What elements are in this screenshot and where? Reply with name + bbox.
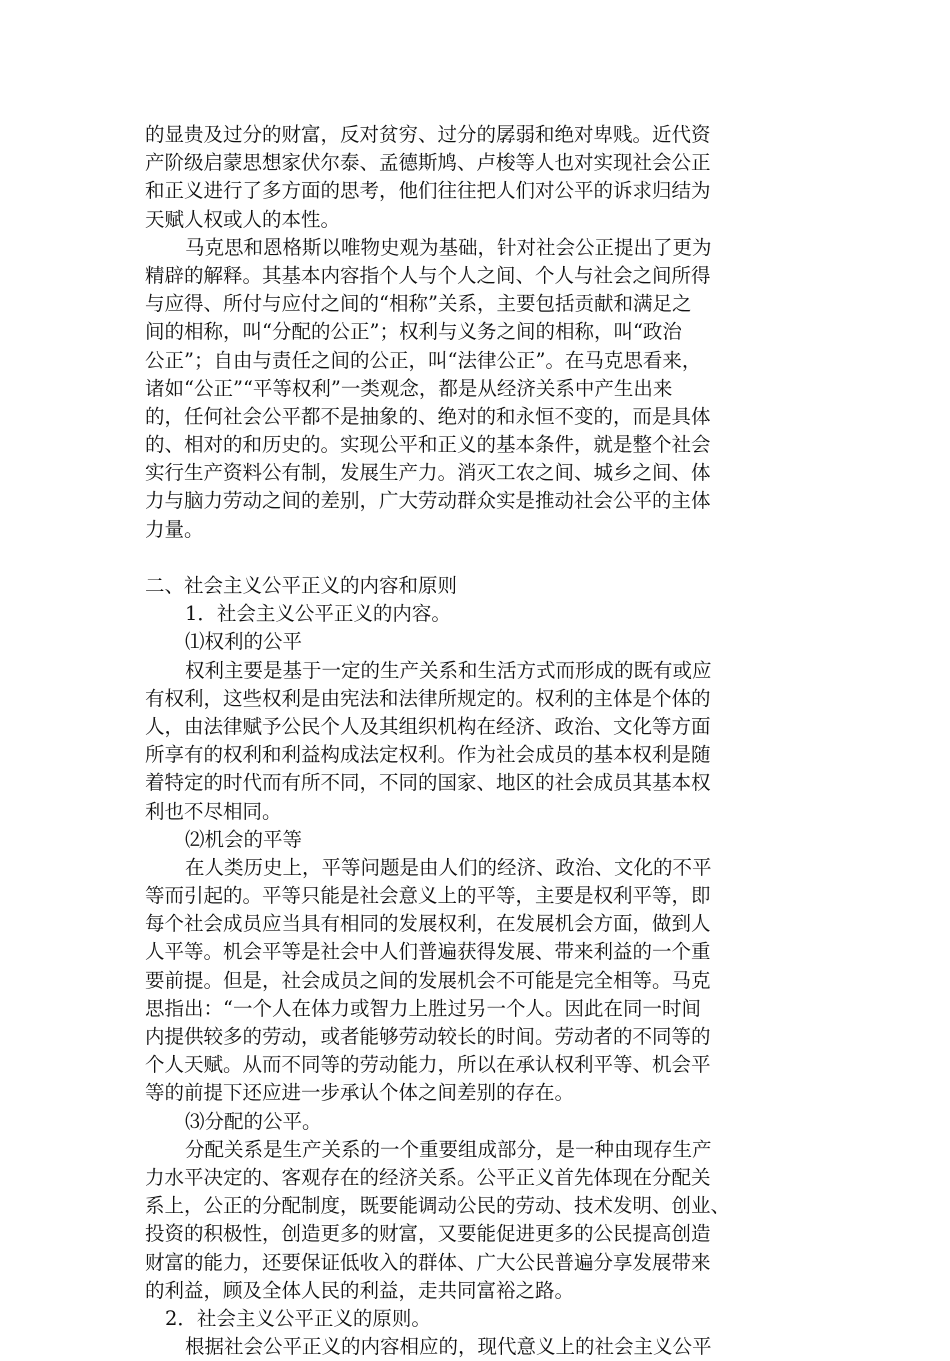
text-line: 利也不尽相同。 (145, 799, 282, 823)
text-line: 着特定的时代而有所不同，不同的国家、地区的社会成员其基本权 (145, 771, 711, 795)
text-line: 间的相称，叫“分配的公正”；权利与义务之间的相称，叫“政治 (145, 320, 682, 344)
text-line: 分配关系是生产关系的一个重要组成部分，是一种由现存生产 (185, 1137, 712, 1161)
text-line: 的、相对的和历史的。实现公平和正义的基本条件，就是整个社会 (145, 433, 711, 457)
blank-line (145, 544, 825, 572)
text-line: 精辟的解释。其基本内容指个人与个人之间、个人与社会之间所得 (145, 263, 711, 287)
paragraph-marx-engels (145, 234, 825, 544)
text-line: 有权利，这些权利是由宪法和法律所规定的。权利的主体是个体的 (145, 686, 711, 710)
text-line: 根据社会公平正义的内容相应的，现代意义上的社会主义公平 (185, 1335, 712, 1359)
text-line: 的显贵及过分的财富，反对贫穷、过分的孱弱和绝对卑贱。近代资 (145, 123, 711, 146)
subsection-heading: 1．社会主义公平正义的内容。 (185, 602, 451, 626)
text-line: 和正义进行了多方面的思考，他们往往把人们对公平的诉求归结为 (145, 179, 711, 203)
paragraph-distribution (145, 1136, 825, 1305)
text-line: 产阶级启蒙思想家伏尔泰、孟德斯鸠、卢梭等人也对实现社会公正 (145, 151, 711, 175)
text-line: 力与脑力劳动之间的差别，广大劳动群众实是推动社会公平的主体 (145, 489, 711, 513)
text-line: 的利益，顾及全体人民的利益，走共同富裕之路。 (145, 1278, 575, 1302)
text-line: 诸如“公正”“平等权利”一类观念，都是从经济关系中产生出来 (145, 376, 673, 400)
item-heading: ⑵机会的平等 (185, 827, 303, 851)
subsection-heading: 2．社会主义公平正义的原则。 (165, 1306, 431, 1330)
text-line: 思指出：“一个人在体力或智力上胜过另一个人。因此在同一时间 (145, 996, 701, 1020)
paragraph-rights (145, 657, 825, 826)
text-line: 公正”；自由与责任之间的公正，叫“法律公正”。在马克思看来， (145, 348, 702, 372)
text-line: 等而引起的。平等只能是社会意义上的平等，主要是权利平等，即 (145, 884, 711, 908)
text-line: 实行生产资料公有制，发展生产力。消灭工农之间、城乡之间、体 (145, 461, 711, 485)
item-heading: ⑶分配的公平。 (185, 1109, 322, 1133)
text-line: 等的前提下还应进一步承认个体之间差别的存在。 (145, 1081, 575, 1105)
text-line: 力量。 (145, 517, 204, 541)
text-line: 内提供较多的劳动，或者能够劳动较长的时间。劳动者的不同等的 (145, 1025, 711, 1048)
text-line: 系上，公正的分配制度，既要能调动公民的劳动、技术发明、创业、 (145, 1194, 731, 1218)
paragraph-opportunity (145, 854, 825, 1108)
text-line: 人平等。机会平等是社会中人们普遍获得发展、带来利益的一个重 (145, 940, 711, 964)
text-line: 个人天赋。从而不同等的劳动能力，所以在承认权利平等、机会平 (145, 1053, 711, 1077)
text-line: 的，任何社会公平都不是抽象的、绝对的和永恒不变的，而是具体 (145, 404, 711, 428)
text-line: 财富的能力，还要保证低收入的群体、广大公民普遍分享发展带来 (145, 1250, 711, 1274)
section-heading: 二、社会主义公平正义的内容和原则 (145, 574, 458, 597)
paragraph-continuation (145, 121, 825, 234)
text-line: 要前提。但是，社会成员之间的发展机会不可能是完全相等。马克 (145, 968, 711, 992)
text-line: 天赋人权或人的本性。 (145, 207, 341, 231)
item-heading: ⑴权利的公平 (185, 630, 303, 654)
text-line: 与应得、所付与应付之间的“相称”关系，主要包括贡献和满足之 (145, 292, 692, 316)
text-line: 投资的积极性，创造更多的财富，又要能促进更多的公民提高创造 (145, 1222, 711, 1246)
text-line: 力水平决定的、客观存在的经济关系。公平正义首先体现在分配关 (145, 1165, 711, 1189)
text-line: 在人类历史上，平等问题是由人们的经济、政治、文化的不平 (185, 855, 712, 879)
text-line: 所享有的权利和利益构成法定权利。作为社会成员的基本权利是随 (145, 743, 711, 767)
document-body (145, 121, 825, 1361)
text-line: 权利主要是基于一定的生产关系和生活方式而形成的既有或应 (185, 658, 712, 682)
text-line: 每个社会成员应当具有相同的发展权利，在发展机会方面，做到人 (145, 912, 711, 936)
text-line: 马克思和恩格斯以唯物史观为基础，针对社会公正提出了更为 (185, 235, 712, 259)
text-line: 人，由法律赋予公民个人及其组织机构在经济、政治、文化等方面 (145, 714, 711, 738)
